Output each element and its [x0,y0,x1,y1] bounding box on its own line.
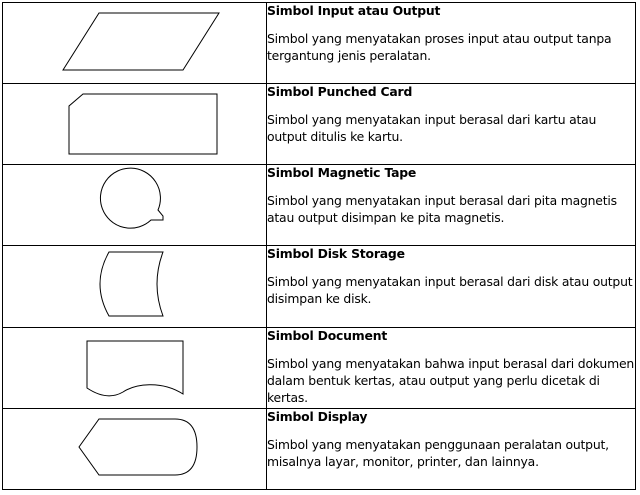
symbol-title: Simbol Disk Storage [267,246,405,261]
symbol-cell [3,165,267,246]
symbol-description: Simbol yang menyatakan input berasal dari kartu atau output ditulis ke kartu. [267,112,597,144]
symbol-description: Simbol yang menyatakan bahwa input berasal dari dokumen dalam bentuk kertas, atau output yang perlu dicetak di kertas. [267,356,635,405]
symbol-description: Simbol yang menyatakan penggunaan peralatan output, misalnya layar, monitor, printer, dan lainnya. [267,437,609,469]
symbol-title: Simbol Input atau Output [267,3,441,18]
magnetic-tape-icon [3,165,266,245]
table-row [3,409,636,490]
description-cell [267,246,636,328]
table-row [3,165,636,246]
symbol-title: Simbol Document [267,328,388,343]
symbol-cell [3,3,267,84]
symbol-description: Simbol yang menyatakan proses input atau output tanpa tergantung jenis peralatan. [267,31,612,63]
flowchart-symbol-table [2,2,636,490]
description-cell [267,84,636,165]
symbol-title: Simbol Display [267,409,368,424]
parallelogram-icon [3,3,266,83]
description-cell [267,3,636,84]
symbol-title: Simbol Punched Card [267,84,413,99]
disk-storage-icon [3,246,266,327]
symbol-description: Simbol yang menyatakan input berasal dari disk atau output disimpan ke disk. [267,274,633,306]
display-icon [3,409,266,489]
description-cell [267,328,636,409]
table-row [3,84,636,165]
table-row [3,328,636,409]
symbol-cell [3,409,267,490]
punched-card-icon [3,84,266,164]
document-icon [3,328,266,408]
symbol-title: Simbol Magnetic Tape [267,165,417,180]
symbol-cell [3,246,267,328]
symbol-description: Simbol yang menyatakan input berasal dari pita magnetis atau output disimpan ke pita magnetis. [267,193,617,225]
description-cell [267,165,636,246]
table-row [3,3,636,84]
table-row [3,246,636,328]
symbol-cell [3,84,267,165]
symbol-cell [3,328,267,409]
description-cell [267,409,636,490]
